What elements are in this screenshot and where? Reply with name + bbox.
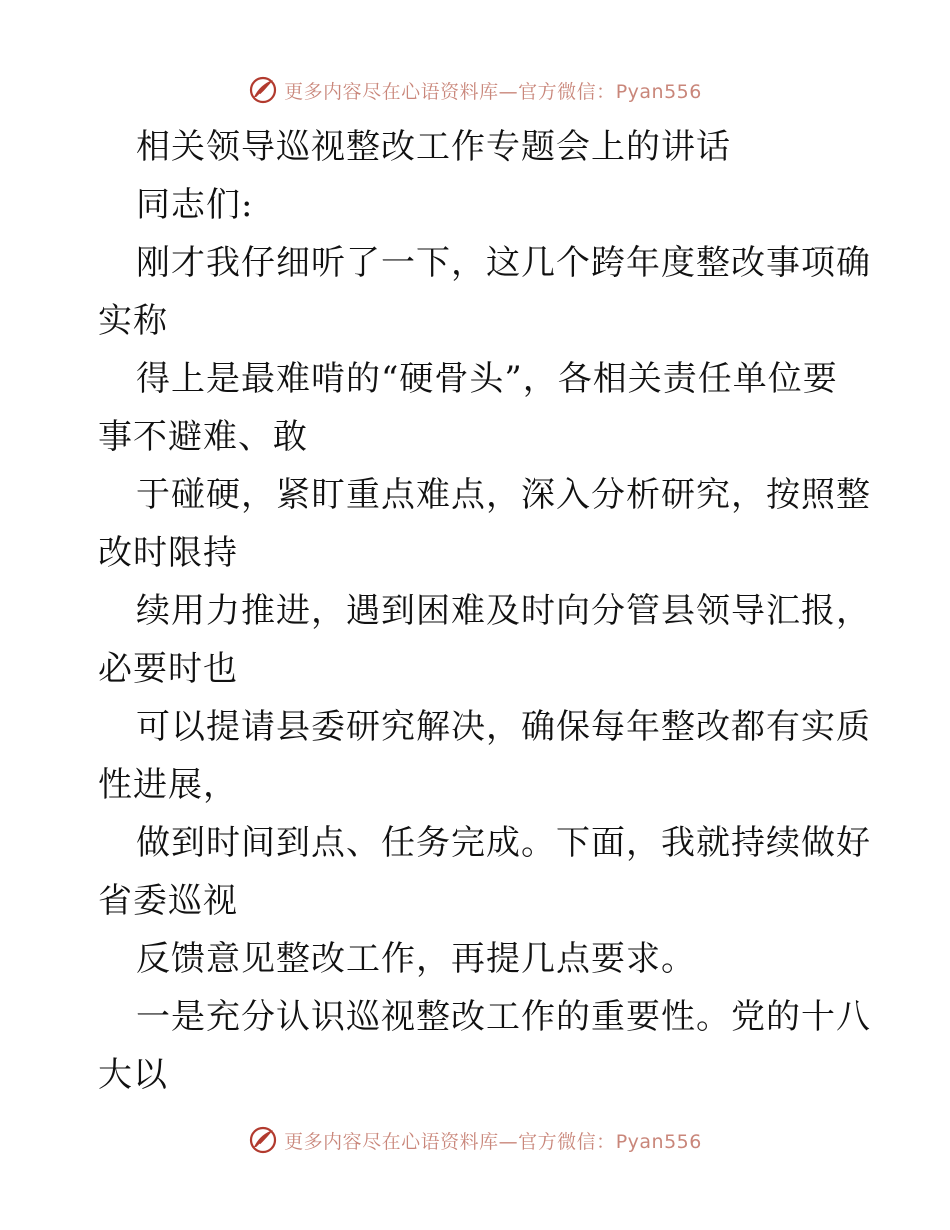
watermark-wechat-id: Pyan556 [615, 1130, 702, 1153]
watermark-header [0, 70, 950, 110]
text-line: 性进展， [98, 765, 238, 805]
quill-pen-logo-icon [248, 1125, 278, 1155]
text-line: 得上是最难啃的“硬骨头”，各相关责任单位要 [136, 359, 838, 399]
watermark-brand: 更多内容尽在心语资料库 [284, 80, 499, 103]
watermark-separator: — [498, 80, 519, 103]
watermark-text [284, 77, 702, 104]
text-line: 必要时也 [98, 649, 238, 689]
text-line: 事不避难、敢 [98, 417, 308, 457]
text-line: 省委巡视 [98, 881, 238, 921]
text-line: 刚才我仔细听了一下，这几个跨年度整改事项确 [136, 243, 871, 283]
watermark-text [284, 1127, 702, 1154]
watermark-wechat-label: 官方微信： [518, 80, 616, 103]
text-line: 大以 [98, 1055, 168, 1095]
text-line: 续用力推进，遇到困难及时向分管县领导汇报， [136, 591, 871, 631]
text-line: 反馈意见整改工作，再提几点要求。 [136, 939, 696, 979]
text-line: 于碰硬，紧盯重点难点，深入分析研究，按照整 [136, 475, 871, 515]
document-body [98, 118, 871, 1104]
text-line: 改时限持 [98, 533, 238, 573]
text-line: 一是充分认识巡视整改工作的重要性。党的十八 [136, 997, 871, 1037]
text-line: 做到时间到点、任务完成。下面，我就持续做好 [136, 823, 871, 863]
watermark-brand: 更多内容尽在心语资料库 [284, 1130, 499, 1153]
watermark-wechat-label: 官方微信： [518, 1130, 616, 1153]
watermark-separator: — [498, 1130, 519, 1153]
text-line: 同志们: [136, 185, 254, 225]
document-title: 相关领导巡视整改工作专题会上的讲话 [136, 127, 731, 167]
text-line: 实称 [98, 301, 168, 341]
watermark-wechat-id: Pyan556 [615, 80, 702, 103]
watermark-footer [0, 1120, 950, 1160]
text-line: 可以提请县委研究解决，确保每年整改都有实质 [136, 707, 871, 747]
quill-pen-logo-icon [248, 75, 278, 105]
